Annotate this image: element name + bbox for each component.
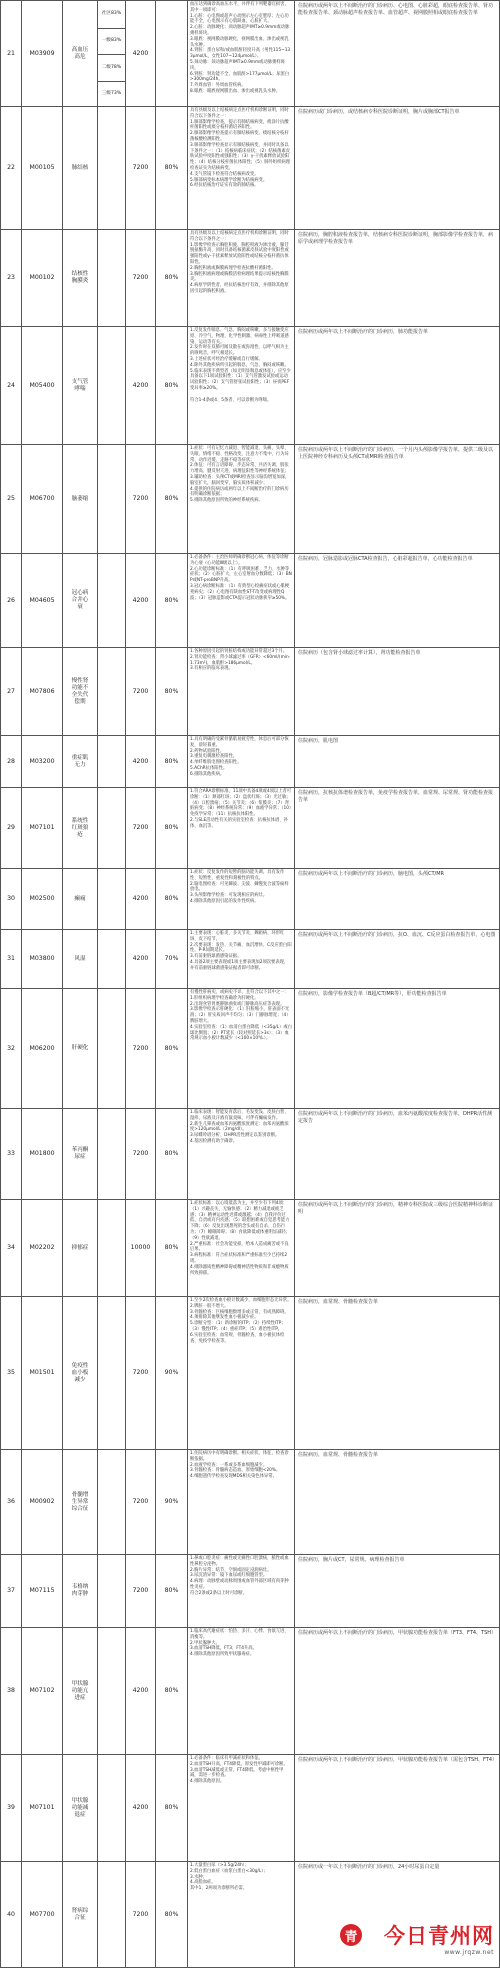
reimburse-ratio: 90%	[156, 1450, 188, 1554]
disease-name: 肺结核	[63, 107, 98, 229]
disease-code: M07806	[22, 648, 63, 735]
tier-cell	[98, 869, 126, 929]
tier-ratio: 二级78%	[98, 54, 125, 81]
disease-name: 肾病综 合征	[63, 1862, 98, 1968]
disease-code: M03800	[22, 930, 63, 988]
required-materials: 住院病历（包含肾小球滤过率计算），肾功能检查报告单	[295, 648, 500, 735]
disease-name: 高血压 高危	[63, 1, 98, 106]
row-number: 34	[0, 1200, 22, 1296]
row-number: 31	[0, 930, 22, 988]
disease-code: M07700	[22, 1862, 63, 1968]
table-row	[0, 1627, 500, 1754]
disease-name: 骨髓增 生异常 综合征	[63, 1450, 98, 1554]
diagnosis-standard: 1.症状标准：以心境低落为主，并至少有下列4项：（1）兴趣丧失、无愉快感；（2）精力减退或疲乏感；（3）精神运动性迟滞或激越；（4）自我评价过低、自责或有内疚感；（5）联想困难或自觉思考能力下降；（6）反复出现想死的念头或有自杀、自伤行为；（7）睡眠障碍；（8）食欲降低或体重明显减轻；（9）性欲减退。 2.严重标准：社会功能受损，给本人造成痛苦或不良后果。 3.病程标准：符合症状标准和严重标准至少已持续2周。 4.排除器质性精神障碍或精神活性物质和非成瘾物质所致抑郁。	[188, 1200, 295, 1296]
required-materials: 住院病历或门诊病历，或结核病专科医院诊断证明，胸片或胸部CT报告单	[295, 107, 500, 229]
required-materials: 住院病历或两年以上不间断治疗的门诊病历，甲状腺功能检查报告单（FT3、FT4、TSH）	[295, 1628, 500, 1754]
annual-limit: 7200	[126, 1555, 156, 1627]
row-number: 40	[0, 1862, 22, 1968]
tier-cell	[98, 930, 126, 988]
diagnosis-standard: 1.症状：可有记忆力减退、智能减退、头痛、头晕、失眠、情绪不稳、性格改变、注意力不集中、行为异常、动作迟缓、走路不稳等症状； 2.体征：可有言语障碍、步态异常、共济失调、肌张力增高、腱反射亢进、病理征阳性等神经系统体征； 3.辅助检查：头颅CT或MRI检查显示脑沟增宽加深，脑室扩大，脑回变窄，脑实质体积减少； 4.提供的住院病历或两年以上不间断治疗的门诊病历有明确诊断依据； 5.排除其他原因所致的神经系统疾病。	[188, 445, 295, 553]
table-row	[0, 326, 500, 444]
required-materials: 住院病历，血常规、骨髓检查报告单	[295, 1450, 500, 1554]
diagnosis-standard: 1.主要表现：心脏炎、多关节炎、舞蹈病、环形红斑、皮下结节。 2.次要表现：发热、关节痛、血沉增快、C反应蛋白阳性、P-R间期延长。 3.有前驱链球菌感染证据。 4.具备2项主要表现或1项主要表现加2项次要表现，并有前驱链球菌感染证据者即可诊断。	[188, 930, 295, 988]
reimburse-ratio: 80%	[156, 445, 188, 553]
disease-name: 癫痫	[63, 869, 98, 929]
watermark-text: 今日青州网	[384, 1923, 494, 1948]
diagnosis-standard: 1.住院病历中有明确诊断，相关症状、体征、检查诊断依据。 2.血液学检查：一系或多系血细胞减少。 3.骨髓检查：骨髓病态造血，原始细胞<20%。 4.细胞遗传学检查发现MDS相关染色体异常。	[188, 1450, 295, 1554]
disease-code: M03200	[22, 736, 63, 787]
table-row	[0, 0, 500, 106]
annual-limit: 7200	[126, 1450, 156, 1554]
disease-name: 系统性 红斑狼 疮	[63, 788, 98, 868]
table-row	[0, 444, 500, 553]
reimburse-ratio: 80%	[156, 1200, 188, 1296]
required-materials: 住院病历或两年以上不间断治疗的门诊病历，脑电图，头颅CT/MR	[295, 869, 500, 929]
tier-ratio: 社区83%	[101, 11, 122, 17]
disease-code: M01501	[22, 1297, 63, 1449]
required-materials: 住院病历或两年以上不间断治疗的门诊病历，甲状腺功能检查报告单（需包含TSH、FT4）	[295, 1755, 500, 1861]
row-number: 37	[0, 1555, 22, 1627]
tier-ratio: 三级73%	[98, 81, 125, 107]
diagnosis-standard: 1.具有明确的受累骨骼肌易疲劳性，休息后可部分恢复，晨轻暮重。 2.药物试验阳性。 3.重复电刺激检查阳性。 4.单纤维肌电图检查阳性。 5.AChR抗体阳性。 6.排除其他疾病。	[188, 736, 295, 787]
required-materials: 住院病历，肌电图	[295, 736, 500, 787]
diagnosis-standard: 1.症状：反复发作的短暂的脑功能失调，具有发作性、短暂性、重复性和刻板性的特点。 2.脑电图检查：可见棘波、尖波、棘慢复合波等痫样放电。 3.头颅影像学检查：可发现相应的病灶。 4.排除其他原因引起的发作性疾病。	[188, 869, 295, 929]
diagnosis-standard: 血压达到确诊高血压水平，并伴有下列靶器官损害，其中一项即可： 1.心脏：心电图或超声心动图示左心室肥厚；左心功能不全，心电图示有心肌缺血，心脏扩大。 2.心脏：动脉硬化；颈动脉超声IMT≥0.9mm或动脉粥样斑块。 3.眼底：视网膜动脉硬化，视网膜出血、渗出或视乳头水肿。 4.肾脏：蛋白尿和/或血肌酐轻度升高（男性115~133μmol/L，女性107~124μmol/L）。 5.颈动脉：颈动脉超声IMT≥0.9mm或动脉粥样斑块。 6.肾脏：肾功能不全，血肌酐>177μmol/L；尿蛋白>300mg/24h。 7.外周血管：外周血管疾病。 8.眼底：眼底视网膜出血、渗出或视乳头水肿。	[188, 1, 295, 106]
table-row	[0, 988, 500, 1108]
disease-name: 重症肌 无力	[63, 736, 98, 787]
watermark-url: www.jrqzw.net	[444, 1949, 494, 1956]
diagnosis-standard: 1.反复发作喘息、气急、胸闷或咳嗽，多与接触变应原、冷空气、物理、化学性刺激、病毒性上呼吸道感染、运动等有关。 2.发作时在双肺可闻及散在或弥漫性、以呼气相为主的哮鸣音，呼气相延长。 3.上述症状可经治疗缓解或自行缓解。 4.除外其他疾病所引起的喘息、气急、胸闷或咳嗽。 5.临床表现不典型者（如无明显喘息或体征），应至少具备以下1项试验阳性：（1）支气管激发试验或运动试验阳性；（2）支气管舒张试验阳性；（3）昼夜PEF变异率≥20%。 符合1-4条或4、5条者，可以诊断为哮喘。	[188, 327, 295, 444]
reimburse-ratio: 80%	[156, 1555, 188, 1627]
row-number: 33	[0, 1109, 22, 1199]
tier-cell	[98, 1862, 126, 1968]
reimburse-ratio: 80%	[156, 989, 188, 1108]
disease-code: M07101	[22, 788, 63, 868]
table-row	[0, 106, 500, 229]
annual-limit: 7200	[126, 648, 156, 735]
row-number: 32	[0, 989, 22, 1108]
disease-name: 甲状腺 功能减 退症	[63, 1755, 98, 1861]
diagnosis-standard: 1.必备条件：主治医师明确诊断冠心病，体征等诊断为心衰（心功能Ⅲ级以上）。 2.心功能诊断标准：（1）有呼吸困难、乏力、水肿等症状；（2）心脏扩大，左心室射血分数降低；（3）BNP或NT-proBNP升高。 3.冠心病诊断标准：（1）有典型心绞痛症状或心肌梗死病史；（2）心电图有缺血性ST-T改变或病理性Q波；（3）冠脉造影或CTA提示冠状动脉狭窄≥50%。	[188, 554, 295, 647]
row-number: 36	[0, 1450, 22, 1554]
disease-code: M00102	[22, 230, 63, 326]
diagnosis-standard: 1.临床高代谢症状：怕热、多汗、心悸、食欲亢进、消瘦等。 2.甲状腺肿大。 3.血清TSH降低，FT3、FT4升高。 4.排除其他原因所致甲状腺毒症。	[188, 1628, 295, 1754]
tier-cell	[98, 989, 126, 1108]
disease-name: 肝硬化	[63, 989, 98, 1108]
tier-cell	[98, 554, 126, 647]
annual-limit: 7200	[126, 989, 156, 1108]
disease-code: M02500	[22, 869, 63, 929]
disease-name: 风湿	[63, 930, 98, 988]
row-number: 22	[0, 107, 22, 229]
annual-limit: 7200	[126, 230, 156, 326]
reimburse-ratio: 70%	[156, 930, 188, 988]
tier-cell	[98, 648, 126, 735]
reimburse-ratio: 80%	[156, 648, 188, 735]
row-number: 29	[0, 788, 22, 868]
reimburse-ratio: 80%	[156, 230, 188, 326]
annual-limit: 10000	[126, 1200, 156, 1296]
annual-limit: 7200	[126, 1862, 156, 1968]
diagnosis-standard: 1.鼻或口腔炎症：痛性或无痛性口腔溃疡，脓性或血性鼻腔分泌物。 2.胸片异常：结节、空洞或固定浸润病灶。 3.尿沉渣异常：镜下血尿或红细胞管型。 4.病理：动脉壁或动脉周围或血管外部区域有肉芽肿性炎症。 符合2条或2条以上时可诊断。	[188, 1555, 295, 1627]
table-row	[0, 787, 500, 868]
tier-cell	[98, 1200, 126, 1296]
reimburse-ratio	[156, 1, 188, 106]
disease-name: 脑萎缩	[63, 445, 98, 553]
table-row	[0, 1754, 500, 1861]
reimburse-ratio: 80%	[156, 1862, 188, 1968]
annual-limit: 4200	[126, 930, 156, 988]
required-materials: 住院病历，血常规、骨髓检查报告单	[295, 1297, 500, 1449]
disease-code: M04605	[22, 554, 63, 647]
diagnosis-standard: 1.符合ARA诊断标准，11项中具备4项或4项以上者可诊断：（1）颊部红斑；（2）盘状红斑；（3）光过敏；（4）口腔溃疡；（5）关节炎；（6）浆膜炎；（7）肾脏病变；（8）神经系统异常；（9）血液学异常；（10）免疫学异常；（11）抗核抗体阳性。 2.与SLE活动性有关的实验室检查：抗核抗体谱、补体、血沉等。	[188, 788, 295, 868]
annual-limit: 4200	[126, 869, 156, 929]
required-materials: 住院病历，冠脉造影或冠脉CTA检查报告，心脏彩超报告单，心功能检查报告单	[295, 554, 500, 647]
tier-cell	[98, 1555, 126, 1627]
diagnosis-standard: 1.大量蛋白尿（>3.5g/24h）； 2.低白蛋白血症（血浆白蛋白<30g/L）； 3.水肿； 4.高脂血症。 其中1、2两项为诊断所必需。	[188, 1862, 295, 1968]
disease-name: 抑郁症	[63, 1200, 98, 1296]
disease-name: 免疫性 血小板 减少	[63, 1297, 98, 1449]
disease-code: M07115	[22, 1555, 63, 1627]
reimburse-ratio: 80%	[156, 788, 188, 868]
table-row	[0, 553, 500, 647]
required-materials: 住院病历，胸片或CT，尿常规、病理检查报告单	[295, 1555, 500, 1627]
reimburse-ratio: 80%	[156, 1109, 188, 1199]
disease-code: M06700	[22, 445, 63, 553]
table-row	[0, 868, 500, 929]
tier-cell	[98, 736, 126, 787]
reimburse-ratio: 80%	[156, 107, 188, 229]
disease-code: M07101	[22, 1755, 63, 1861]
required-materials: 住院病历或两年以上不间断治疗的门诊病历，精神专科医院或三级综合医院精神科诊断证明	[295, 1200, 500, 1296]
annual-limit: 4200	[126, 1, 156, 106]
diagnosis-standard: 具有县级及以上结核病定点医疗机构诊断证明，同时符合以下条件之一： 1.肺部影像学检查，提示有肺结核病变，痰涂片抗酸杆菌阳性或痰分枝杆菌培养阳性。 2.肺部影像学检查提示有肺结核病变，痰结核分枝杆菌核酸检测阳性。 3.肺部影像学检查显示有肺结核病变，并同时具备以下条件之一：（1）结核病临床症状；（2）结核菌素皮肤试验中度阳性或强阳性；（3）γ-干扰素释放试验阳性；（4）结核分枝杆菌抗体阳性；（5）肺外组织病理检查证实为结核病变。 4.支气管镜下检查符合结核病改变。 5.肺部病变标本病理学诊断为结核病变。 6.经抗结核治疗证实有效的肺结核。	[188, 107, 295, 229]
annual-limit: 4200	[126, 736, 156, 787]
table-row	[0, 1449, 500, 1554]
disease-code: M00902	[22, 1450, 63, 1554]
annual-limit: 7200	[126, 445, 156, 553]
tier-cell	[98, 230, 126, 326]
reimburse-ratio: 80%	[156, 1755, 188, 1861]
annual-limit: 4200	[126, 554, 156, 647]
row-number: 38	[0, 1628, 22, 1754]
disease-code: M06200	[22, 989, 63, 1108]
tier-cell	[98, 1109, 126, 1199]
tier-cell	[98, 107, 126, 229]
tier-cell	[98, 445, 126, 553]
tier-cell	[98, 327, 126, 444]
table-row	[0, 647, 500, 735]
required-materials: 住院病历，影像学检查报告单（B超/CT/MR等），肝功能检查报告单	[295, 989, 500, 1108]
diagnosis-standard: 1.至少2次检查血小板计数减少，血细胞形态无异常。 2.脾脏一般不增大。 3.骨髓检查：巨核细胞数增多或正常，有成熟障碍。 4.须排除其他继发性血小板减少症。 5.诊断分型：（1）新诊断的ITP；（2）持续性ITP；（3）慢性ITP；（4）重症ITP；（5）难治性ITP。 6.实验室检查：血常规、骨髓检查、血小板抗体检查、免疫学检查等。	[188, 1297, 295, 1449]
annual-limit: 4200	[126, 1628, 156, 1754]
disease-code: M02202	[22, 1200, 63, 1296]
row-number: 27	[0, 648, 22, 735]
required-materials: 住院病历，抗核抗体谱检查报告单，免疫学检查报告单，血常规、尿常规、肾功能检查报告单	[295, 788, 500, 868]
disease-name: 甲状腺 功能亢 进症	[63, 1628, 98, 1754]
tier-cell	[98, 1755, 126, 1861]
row-number: 25	[0, 445, 22, 553]
table-row	[0, 1108, 500, 1199]
annual-limit: 7200	[126, 107, 156, 229]
annual-limit: 7200	[126, 788, 156, 868]
table-row	[0, 929, 500, 988]
table-row	[0, 1199, 500, 1296]
reimburse-ratio: 90%	[156, 1297, 188, 1449]
row-number: 26	[0, 554, 22, 647]
required-materials: 住院病历或两年以上不间断治疗的门诊病历，血苯丙氨酸浓度检查报告单，DHPR活性测定报告	[295, 1109, 500, 1199]
reimburse-ratio: 80%	[156, 554, 188, 647]
row-number: 39	[0, 1755, 22, 1861]
required-materials: 住院病历，胸腔积液检查报告单，结核病专科医院诊断证明，胸部影像学检查报告单，病原学或病理学检查报告单	[295, 230, 500, 326]
tier-cell	[98, 1628, 126, 1754]
tier-cell	[98, 1450, 126, 1554]
table-row	[0, 735, 500, 787]
annual-limit: 7200	[126, 1297, 156, 1449]
disease-code: M01800	[22, 1109, 63, 1199]
diagnosis-standard: 1.各种原因引起的肾脏结构或功能异常超过3个月。 2.肾功能检查：肾小球滤过率（GFR）<60ml/(min·1.73m²)，血肌酐>186μmol/L。 3.有相应的临床表现。	[188, 648, 295, 735]
disease-name: 冠心病 合并心 衰	[63, 554, 98, 647]
disease-code: M03909	[22, 1, 63, 106]
watermark-logo-icon: 青	[340, 1924, 362, 1946]
annual-limit: 4200	[126, 327, 156, 444]
disease-name: 韦格纳 肉芽肿	[63, 1555, 98, 1627]
required-materials: 住院病历或两年以上不间断治疗的门诊病历，肺功能报告单	[295, 327, 500, 444]
required-materials: 住院病历或两年以上不间断治疗的门诊病历、心电图、心脏彩超，眼底检查报告单、肾功能检查报告单、颈动脉超声检查报告单、血管超声、视网膜照相或眼底检查报告单	[295, 1, 500, 106]
disease-name: 结核性 胸膜炎	[63, 230, 98, 326]
required-materials: 住院病历或一年以上不间断治疗的门诊病历，24小时尿蛋白定量	[295, 1862, 500, 1968]
diagnosis-standard: 1.临床表现：智能发育落后、毛发变浅、皮肤白皙、湿疹、尿液及汗液有鼠臭味，可伴有癫痫发作。 2.新生儿筛查或血苯丙氨酸浓度测定：血苯丙氨酸浓度>120μmol/L（2mg/dl）。 3.尿蝶呤谱分析、DHPR活性测定以鉴别诊断。 4.基因检测有助于确诊。	[188, 1109, 295, 1199]
tier-ratio: 一级83%	[98, 28, 125, 55]
row-number: 23	[0, 230, 22, 326]
disease-name: 支气管 哮喘	[63, 327, 98, 444]
disease-name: 苯丙酮 尿症	[63, 1109, 98, 1199]
diagnosis-standard: 有慢性肝病史，或病史不详，且符合以下其中之一： 1.肝组织病理学检查确诊为肝硬化。 2.出现食管胃底静脉曲张或门静脉高压症等表现。 3.影像学检查示肝硬化：（1）肝脏缩小，肝表面不光滑；（2）肝实质回声不均匀；（3）门静脉增宽；（4）脾脏增大。 4.实验室检查：（1）血清白蛋白降低（<35g/L）或白球比倒置；（2）PT延长（较对照延长>3s）；（3）血常规示血小板计数减少（<100×10⁹/L）。	[188, 989, 295, 1108]
reimburse-ratio: 80%	[156, 869, 188, 929]
table-row	[0, 1554, 500, 1627]
annual-limit: 7200	[126, 1109, 156, 1199]
watermark	[334, 1914, 494, 1962]
row-number: 28	[0, 736, 22, 787]
table-row	[0, 229, 500, 326]
diagnosis-standard: 1.必备条件：临床有甲减症状和体征。 2.血清TSH升高，FT4降低，原发性甲减即可诊断。 3.血清TSH减低或正常，FT4降低，考虑中枢性甲减，需进一步检查。 4.排除其他原因。	[188, 1755, 295, 1861]
reimburse-ratio: 80%	[156, 736, 188, 787]
row-number: 24	[0, 327, 22, 444]
tier-cell	[98, 788, 126, 868]
tier-cell	[98, 1, 126, 106]
disease-code: M00105	[22, 107, 63, 229]
diagnosis-standard: 具有县级及以上结核病定点医疗机构诊断证明，同时符合以下条件之一： 1.影像学检查示胸腔积液，胸腔积液为渗出液，腺苷脱氨酶升高，同时具备结核菌素皮肤试验中度阳性或强阳性或γ-干扰素释放试验阳性或结核分枝杆菌抗体阳性。 2.胸腔积液或胸膜病理学检查抗酸杆菌阳性。 3.胸腔积液病理或胸膜活检病理结果提示结核性胸膜炎。 4.病原学阴性者，经抗结核治疗有效，并排除其他原因引起的胸腔积液。	[188, 230, 295, 326]
disease-code: M07102	[22, 1628, 63, 1754]
required-materials: 住院病历或两年以上不间断治疗的门诊病历，一个月内头颅影像学报告单，提供二级及以上医院神经专科病历及头颅CT或MRI检查报告单	[295, 445, 500, 553]
annual-limit: 4200	[126, 1755, 156, 1861]
reimburse-ratio: 80%	[156, 1628, 188, 1754]
disease-code: M05400	[22, 327, 63, 444]
disease-name: 慢性肾 功能不 全失代 偿期	[63, 648, 98, 735]
row-number: 30	[0, 869, 22, 929]
table-row	[0, 1296, 500, 1449]
required-materials: 住院病历或两年以上不间断治疗的门诊病历，抗O、血沉、C反应蛋白检查报告单，心电图	[295, 930, 500, 988]
reimburse-ratio: 80%	[156, 327, 188, 444]
tier-cell	[98, 1297, 126, 1449]
row-number: 35	[0, 1297, 22, 1449]
row-number: 21	[0, 1, 22, 106]
